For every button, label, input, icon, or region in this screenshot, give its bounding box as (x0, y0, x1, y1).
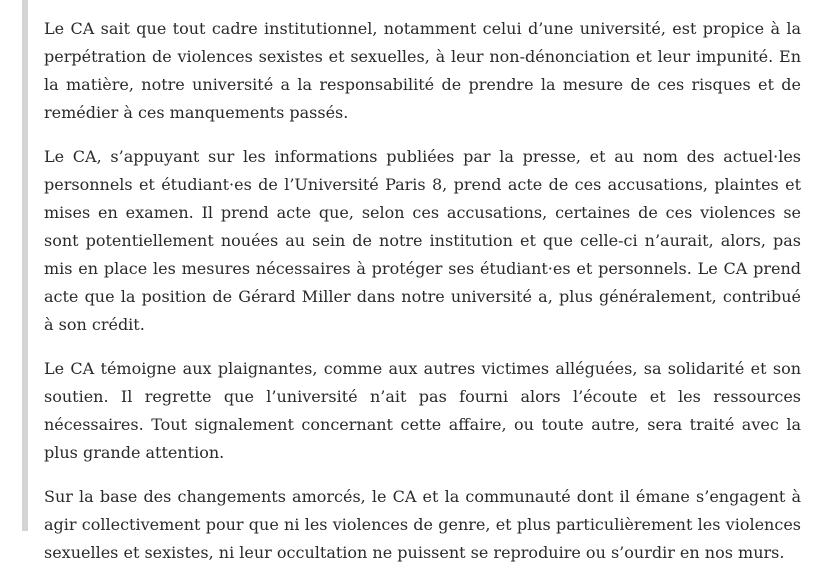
paragraph-3: Le CA témoigne aux plaignantes, comme aux autres victimes alléguées, sa solidarité et son soutien. Il regrette que l’université n’ait pas fourni alors l’écoute et les ressources nécessaires. Tout signalement concernant cette affaire, ou toute autre, sera traité avec la plus grande attention. (44, 359, 801, 462)
paragraph-2: Le CA, s’appuyant sur les informations publiées par la presse, et au nom des actuel·les personnels et étudiant·es de l’Université Paris 8, prend acte de ces accusations, plaintes et mises en examen. Il prend acte que, selon ces accusations, certaines de ces violences se sont potentiellement nouées au sein de notre institution et que celle-ci n’aurait, alors, pas mis en place les mesures nécessaires à protéger ses étudiant·es et personnels. Le CA prend acte que la position de Gérard Miller dans notre université a, plus généralement, contribué à son crédit. (44, 147, 801, 334)
blockquote-text (44, 15, 801, 583)
paragraph-4: Sur la base des changements amorcés, le CA et la communauté dont il émane s’engagent à agir collectivement pour que ni les violences de genre, et plus particulièrement les violences sexuelles et sexistes, ni leur occultation ne puissent se reproduire ou s’ourdir en nos murs. (44, 487, 801, 562)
blockquote-border (22, 0, 28, 531)
paragraph-1: Le CA sait que tout cadre institutionnel, notamment celui d’une université, est propice à la perpétration de violences sexistes et sexuelles, à leur non-dénonciation et leur impunité. En la matière, notre université a la responsabilité de prendre la mesure de ces risques et de remédier à ces manquements passés. (44, 19, 801, 122)
